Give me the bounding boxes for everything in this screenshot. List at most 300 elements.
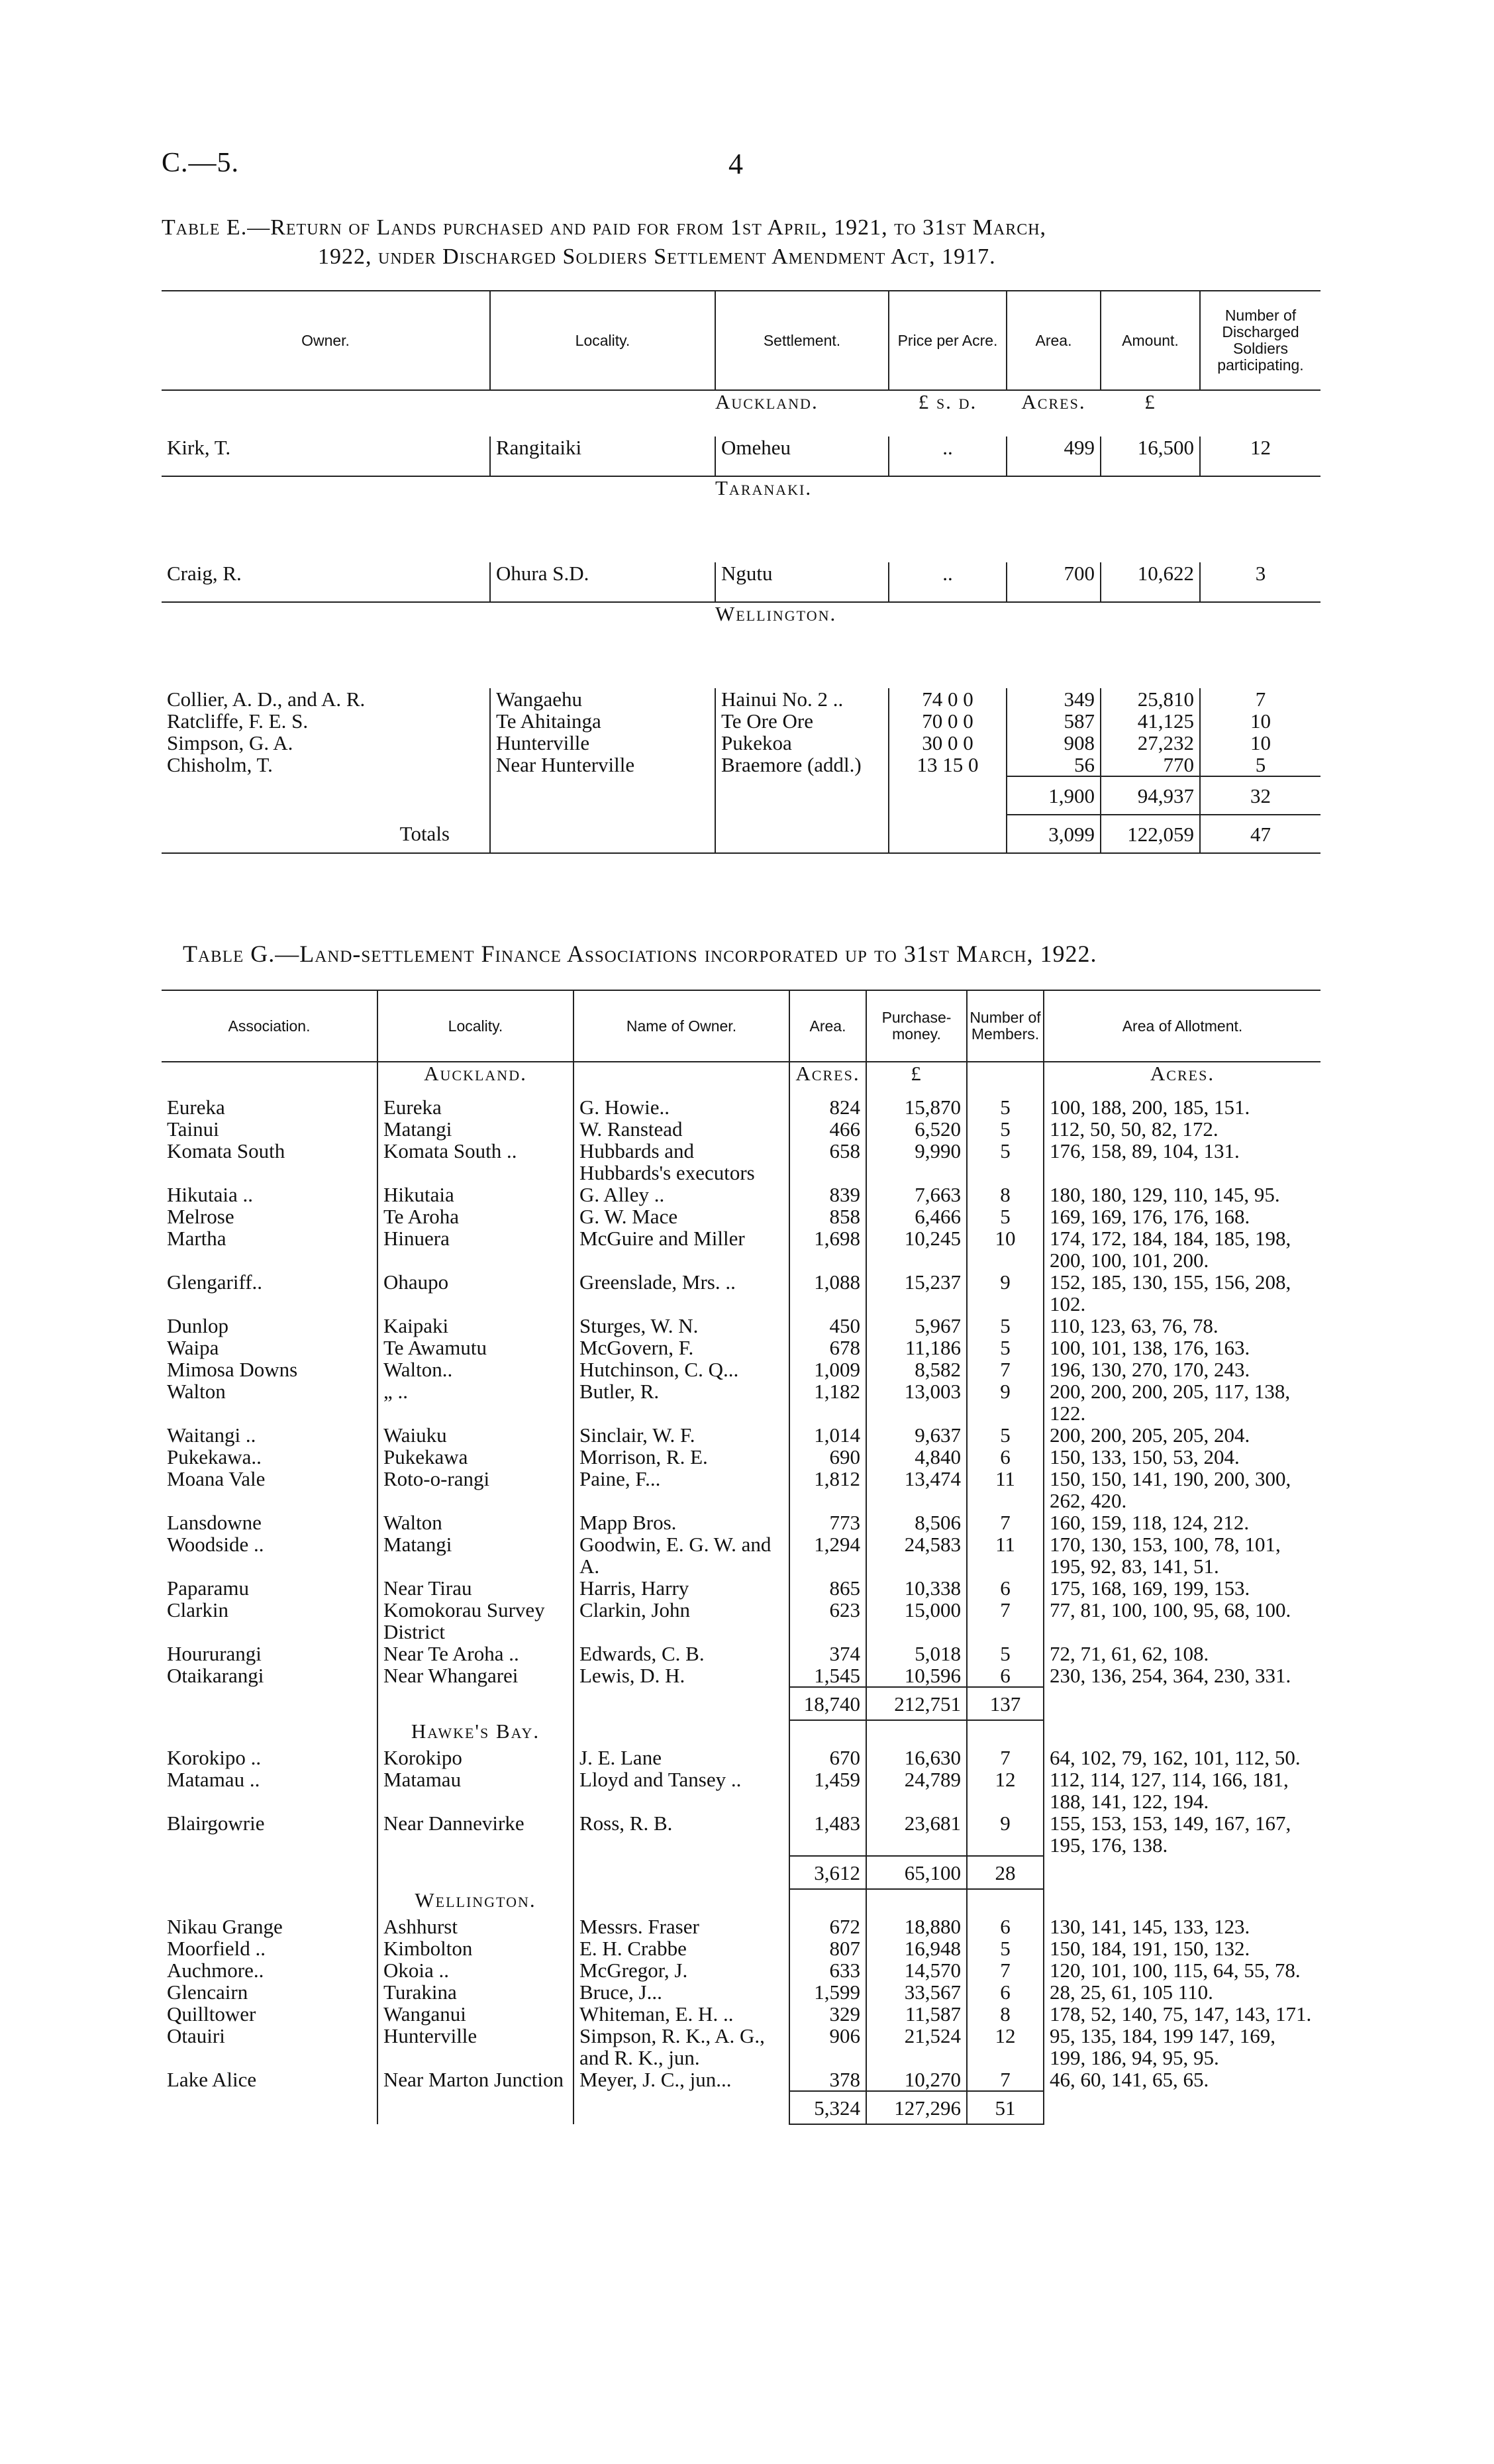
owner-cell: Paine, F... [573,1468,789,1512]
locality-cell: Te Ahitainga [490,710,715,732]
area-cell: 329 [789,2003,866,2025]
owner-cell: Messrs. Fraser [573,1916,789,1937]
owner-cell: Goodwin, E. G. W. and A. [573,1533,789,1577]
price-cell: 13 15 0 [889,754,1007,776]
locality-cell: Rangitaiki [490,436,715,476]
area-cell: 1,294 [789,1533,866,1577]
table-row [162,1424,1320,1446]
association-cell: Moana Vale [167,1467,266,1490]
amount-cell: 27,232 [1101,732,1200,754]
money-cell: 9,637 [866,1424,967,1446]
area-cell: 1,182 [789,1380,866,1424]
table-row [162,1184,1320,1206]
members-cell: 8 [967,2003,1044,2025]
locality-cell: Ashhurst [377,1916,573,1937]
table-g [162,990,1320,2125]
locality-cell: Komata South .. [377,1140,573,1184]
allotment-cell: 170, 130, 153, 100, 78, 101, 195, 92, 83, 141, 51. [1044,1533,1320,1577]
price-cell: 30 0 0 [889,732,1007,754]
area-cell: 499 [1007,436,1101,476]
table-row [162,1981,1320,2003]
money-cell: 16,630 [866,1747,967,1769]
owner-cell: Ratcliffe, F. E. S. [167,709,309,733]
allotment-cell: 150, 150, 141, 190, 200, 300, 262, 420. [1044,1468,1320,1512]
section-heading-row [162,476,1320,562]
table-cell [573,1889,789,1916]
area-cell: 374 [789,1643,866,1665]
col-owner: Owner. [162,291,490,390]
table-row [162,1812,1320,1856]
totals-row [162,815,1320,853]
area-cell: 1,014 [789,1424,866,1446]
money-cell: 11,186 [866,1337,967,1359]
allotment-cell: 176, 158, 89, 104, 131. [1044,1140,1320,1184]
table-cell [490,776,715,815]
owner-cell: Simpson, R. K., A. G., and R. K., jun. [573,2025,789,2069]
table-cell [573,1720,789,1747]
amount-cell: 41,125 [1101,710,1200,732]
allotment-cell: 95, 135, 184, 199 147, 169, 199, 186, 94, 95, 95. [1044,2025,1320,2069]
owner-cell: Whiteman, E. H. .. [573,2003,789,2025]
money-cell: 9,990 [866,1140,967,1184]
owner-cell: Sturges, W. N. [573,1315,789,1337]
table-cell [162,776,490,815]
members-cell: 5 [967,1643,1044,1665]
section-heading-row [162,1062,1320,1096]
table-cell [789,1720,866,1747]
area-cell: 858 [789,1206,866,1227]
table-row [162,2025,1320,2069]
settlement-cell: Hainui No. 2 .. [715,688,889,710]
area-cell: 678 [789,1337,866,1359]
owner-cell: Kirk, T. [162,436,490,476]
table-row [162,1271,1320,1315]
locality-cell: Near Tirau [377,1577,573,1599]
subtotal-money: 65,100 [866,1856,967,1889]
amount-cell: 10,622 [1101,562,1200,602]
document-reference: C.—5. [162,148,240,178]
area-cell: 824 [789,1096,866,1118]
association-cell: Otaikarangi [167,1664,264,1687]
members-cell: 5 [967,1937,1044,1959]
area-cell: 378 [789,2069,866,2091]
money-cell: 6,520 [866,1118,967,1140]
section-heading: Hawke's Bay. [377,1720,573,1747]
table-row [162,1916,1320,1937]
owner-cell: McGovern, F. [573,1337,789,1359]
table-cell [377,2091,573,2124]
money-cell: 8,506 [866,1512,967,1533]
table-row [162,1577,1320,1599]
subtotal-soldiers: 32 [1200,776,1320,815]
owner-cell: G. Alley .. [573,1184,789,1206]
money-cell: 24,583 [866,1533,967,1577]
table-g-caption: Table G.—Land-settlement Finance Associations incorporated up to 31st March, 1922. [183,941,1097,967]
members-cell: 11 [967,1468,1044,1512]
members-cell: 5 [967,1206,1044,1227]
table-cell [573,2091,789,2124]
table-row [162,1468,1320,1512]
members-cell: 6 [967,1446,1044,1468]
area-cell: 1,545 [789,1665,866,1687]
locality-cell: Matamau [377,1769,573,1812]
table-cell [1044,1889,1320,1916]
allotment-cell: 130, 141, 145, 133, 123. [1044,1916,1320,1937]
owner-cell: Mapp Bros. [573,1512,789,1533]
locality-cell: Kimbolton [377,1937,573,1959]
members-cell: 5 [967,1096,1044,1118]
col-locality: Locality. [490,291,715,390]
association-cell: Hikutaia .. [167,1183,253,1206]
table-row [162,1769,1320,1812]
settlement-cell: Omeheu [715,436,889,476]
money-cell: 21,524 [866,2025,967,2069]
association-cell: Blairgowrie [167,1812,265,1835]
money-cell: 8,582 [866,1359,967,1380]
table-row [162,1937,1320,1959]
col-association: Association. [162,990,377,1062]
area-cell: 908 [1007,732,1101,754]
association-cell: Korokipo .. [167,1746,262,1769]
table-row [162,1118,1320,1140]
table-row [162,1337,1320,1359]
table-cell [1200,390,1320,436]
table-cell [162,1889,377,1916]
money-cell: 33,567 [866,1981,967,2003]
col-purchase-money: Purchase-money. [866,990,967,1062]
table-cell [1044,1856,1320,1889]
locality-cell: Pukekawa [377,1446,573,1468]
money-cell: 6,466 [866,1206,967,1227]
soldiers-cell: 10 [1200,732,1320,754]
table-cell [573,1687,789,1720]
unit-label: £ s. d. [918,390,977,413]
col-amount: Amount. [1101,291,1200,390]
allotment-cell: 120, 101, 100, 115, 64, 55, 78. [1044,1959,1320,1981]
owner-cell: J. E. Lane [573,1747,789,1769]
table-row [162,1380,1320,1424]
table-row [162,1140,1320,1184]
table-row [162,2003,1320,2025]
owner-cell: Ross, R. B. [573,1812,789,1856]
money-cell: 23,681 [866,1812,967,1856]
owner-cell: Collier, A. D., and A. R. [167,688,366,711]
soldiers-cell: 7 [1200,688,1320,710]
soldiers-cell: 12 [1200,436,1320,476]
association-cell: Auchmore.. [167,1959,264,1982]
table-cell [377,1856,573,1889]
table-row [162,688,1320,710]
association-cell: Pukekawa.. [167,1445,262,1468]
col-soldiers: Number of Discharged Soldiers participating. [1200,291,1320,390]
locality-cell: Near Hunterville [490,754,715,776]
col-members: Number of Members. [967,990,1044,1062]
subtotal-money: 127,296 [866,2091,967,2124]
area-cell: 773 [789,1512,866,1533]
money-cell: 4,840 [866,1446,967,1468]
allotment-cell: 64, 102, 79, 162, 101, 112, 50. [1044,1747,1320,1769]
members-cell: 6 [967,1916,1044,1937]
association-cell: Walton [167,1380,226,1403]
association-cell: Glengariff.. [167,1270,263,1294]
members-cell: 9 [967,1380,1044,1424]
table-row [162,1096,1320,1118]
table-row [162,1512,1320,1533]
subtotal-row [162,776,1320,815]
owner-cell: W. Ranstead [573,1118,789,1140]
table-row [162,562,1320,602]
allotment-cell: 100, 188, 200, 185, 151. [1044,1096,1320,1118]
locality-cell: Walton.. [377,1359,573,1380]
section-heading: Auckland. [715,390,819,413]
association-cell: Waipa [167,1336,219,1359]
unit-label: Acres. [1044,1062,1320,1096]
members-cell: 6 [967,1981,1044,2003]
col-settlement: Settlement. [715,291,889,390]
col-locality: Locality. [377,990,573,1062]
table-cell [1044,1720,1320,1747]
table-row [162,2069,1320,2091]
money-cell: 15,000 [866,1599,967,1643]
association-cell: Hoururangi [167,1642,262,1665]
locality-cell: Wangaehu [490,688,715,710]
allotment-cell: 230, 136, 254, 364, 230, 331. [1044,1665,1320,1687]
association-cell: Otauiri [167,2024,225,2047]
area-cell: 807 [789,1937,866,1959]
table-row [162,1227,1320,1271]
price-cell: .. [889,562,1007,602]
area-cell: 623 [789,1599,866,1643]
owner-cell: Butler, R. [573,1380,789,1424]
association-cell: Tainui [167,1117,219,1141]
association-cell: Eureka [167,1096,225,1119]
col-area: Area. [1007,291,1101,390]
section-heading-row [162,1720,1320,1747]
association-cell: Komata South [167,1139,285,1162]
unit-label: £ [1144,390,1156,413]
owner-cell: Lloyd and Tansey .. [573,1769,789,1812]
subtotal-area: 5,324 [789,2091,866,2124]
owner-cell: E. H. Crabbe [573,1937,789,1959]
table-e-caption-line2: 1922, under Discharged Soldiers Settlement Amendment Act, 1917. [318,244,996,269]
locality-cell: Ohaupo [377,1271,573,1315]
table-row [162,1599,1320,1643]
members-cell: 7 [967,2069,1044,2091]
table-cell [889,776,1007,815]
table-cell [162,1720,377,1747]
area-cell: 906 [789,2025,866,2069]
owner-cell: McGuire and Miller [573,1227,789,1271]
price-cell: .. [889,436,1007,476]
area-cell: 690 [789,1446,866,1468]
money-cell: 10,596 [866,1665,967,1687]
unit-label: Acres. [789,1062,866,1096]
amount-cell: 16,500 [1101,436,1200,476]
money-cell: 5,967 [866,1315,967,1337]
owner-cell: Craig, R. [162,562,490,602]
members-cell: 10 [967,1227,1044,1271]
members-cell: 5 [967,1424,1044,1446]
unit-label: £ [866,1062,967,1096]
members-cell: 5 [967,1337,1044,1359]
money-cell: 18,880 [866,1916,967,1937]
area-cell: 1,009 [789,1359,866,1380]
members-cell: 7 [967,1959,1044,1981]
members-cell: 5 [967,1140,1044,1184]
locality-cell: Matangi [377,1533,573,1577]
association-cell: Lansdowne [167,1511,262,1534]
table-e [162,290,1320,854]
allotment-cell: 112, 114, 127, 114, 166, 181, 188, 141, 122, 194. [1044,1769,1320,1812]
members-cell: 12 [967,2025,1044,2069]
table-cell [162,476,715,562]
association-cell: Clarkin [167,1598,228,1621]
table-row [162,1206,1320,1227]
allotment-cell: 200, 200, 205, 205, 204. [1044,1424,1320,1446]
table-row [162,754,1320,776]
unit-label: Acres. [1021,390,1086,413]
subtotal-members: 137 [967,1687,1044,1720]
section-heading: Taranaki. [715,476,813,499]
table-cell [162,1856,377,1889]
page-number: 4 [728,148,743,180]
table-cell [967,1062,1044,1096]
locality-cell: Te Aroha [377,1206,573,1227]
association-cell: Matamau .. [167,1768,260,1791]
totals-amount: 122,059 [1101,815,1200,853]
table-cell [866,1720,967,1747]
members-cell: 7 [967,1599,1044,1643]
money-cell: 24,789 [866,1769,967,1812]
area-cell: 670 [789,1747,866,1769]
table-row [162,732,1320,754]
owner-cell: Harris, Harry [573,1577,789,1599]
area-cell: 1,459 [789,1769,866,1812]
section-heading: Wellington. [377,1889,573,1916]
col-price: Price per Acre. [889,291,1007,390]
subtotal-area: 3,612 [789,1856,866,1889]
table-row [162,436,1320,476]
area-cell: 466 [789,1118,866,1140]
locality-cell: Roto-o-rangi [377,1468,573,1512]
table-row [162,1665,1320,1687]
association-cell: Martha [167,1227,226,1250]
table-cell [162,602,715,688]
table-cell [573,1856,789,1889]
members-cell: 9 [967,1812,1044,1856]
owner-cell: Bruce, J... [573,1981,789,2003]
association-cell: Waitangi .. [167,1423,256,1447]
totals-label: Totals [162,815,490,853]
locality-cell: Komokorau Survey District [377,1599,573,1643]
owner-cell: Sinclair, W. F. [573,1424,789,1446]
soldiers-cell: 3 [1200,562,1320,602]
area-cell: 1,812 [789,1468,866,1512]
subtotal-members: 51 [967,2091,1044,2124]
locality-cell: Korokipo [377,1747,573,1769]
price-cell: 74 0 0 [889,688,1007,710]
locality-cell: Ohura S.D. [490,562,715,602]
col-allotment: Area of Allotment. [1044,990,1320,1062]
subtotal-row [162,2091,1320,2124]
table-cell [162,390,715,436]
allotment-cell: 150, 133, 150, 53, 204. [1044,1446,1320,1468]
area-cell: 1,088 [789,1271,866,1315]
section-heading-row [162,1889,1320,1916]
table-e-caption-line1: Table E.—Return of Lands purchased and paid for from 1st April, 1921, to 31st March, [162,215,1047,240]
owner-cell: Morrison, R. E. [573,1446,789,1468]
money-cell: 10,270 [866,2069,967,2091]
table-cell [573,1062,789,1096]
allotment-cell: 110, 123, 63, 76, 78. [1044,1315,1320,1337]
area-cell: 349 [1007,688,1101,710]
owner-cell: Chisholm, T. [167,753,273,776]
allotment-cell: 169, 169, 176, 176, 168. [1044,1206,1320,1227]
money-cell: 14,570 [866,1959,967,1981]
area-cell: 658 [789,1140,866,1184]
money-cell: 16,948 [866,1937,967,1959]
locality-cell: Turakina [377,1981,573,2003]
area-cell: 1,599 [789,1981,866,2003]
area-cell: 672 [789,1916,866,1937]
locality-cell: Eureka [377,1096,573,1118]
association-cell: Quilltower [167,2002,256,2026]
association-cell: Glencairn [167,1980,248,2004]
table-row [162,1747,1320,1769]
table-cell [162,1062,377,1096]
table-cell [490,815,715,853]
table-row [162,1315,1320,1337]
subtotal-amount: 94,937 [1101,776,1200,815]
table-row [162,1959,1320,1981]
table-cell [866,1889,967,1916]
owner-cell: Simpson, G. A. [167,731,293,754]
owner-cell: Greenslade, Mrs. .. [573,1271,789,1315]
members-cell: 11 [967,1533,1044,1577]
members-cell: 7 [967,1747,1044,1769]
locality-cell: Hunterville [377,2025,573,2069]
table-cell [377,1687,573,1720]
association-cell: Melrose [167,1205,234,1228]
table-cell [967,1889,1044,1916]
subtotal-members: 28 [967,1856,1044,1889]
table-cell [162,1687,377,1720]
soldiers-cell: 5 [1200,754,1320,776]
allotment-cell: 72, 71, 61, 62, 108. [1044,1643,1320,1665]
owner-cell: Hutchinson, C. Q... [573,1359,789,1380]
allotment-cell: 196, 130, 270, 170, 243. [1044,1359,1320,1380]
money-cell: 15,870 [866,1096,967,1118]
allotment-cell: 100, 101, 138, 176, 163. [1044,1337,1320,1359]
settlement-cell: Braemore (addl.) [715,754,889,776]
table-cell [889,815,1007,853]
table-row [162,1446,1320,1468]
allotment-cell: 112, 50, 50, 82, 172. [1044,1118,1320,1140]
money-cell: 7,663 [866,1184,967,1206]
association-cell: Woodside .. [167,1533,264,1556]
members-cell: 7 [967,1359,1044,1380]
settlement-cell: Pukekoa [715,732,889,754]
price-cell: 70 0 0 [889,710,1007,732]
subtotal-row [162,1856,1320,1889]
owner-cell: Clarkin, John [573,1599,789,1643]
locality-cell: Kaipaki [377,1315,573,1337]
locality-cell: Hinuera [377,1227,573,1271]
amount-cell: 25,810 [1101,688,1200,710]
area-cell: 865 [789,1577,866,1599]
subtotal-area: 1,900 [1007,776,1101,815]
area-cell: 450 [789,1315,866,1337]
